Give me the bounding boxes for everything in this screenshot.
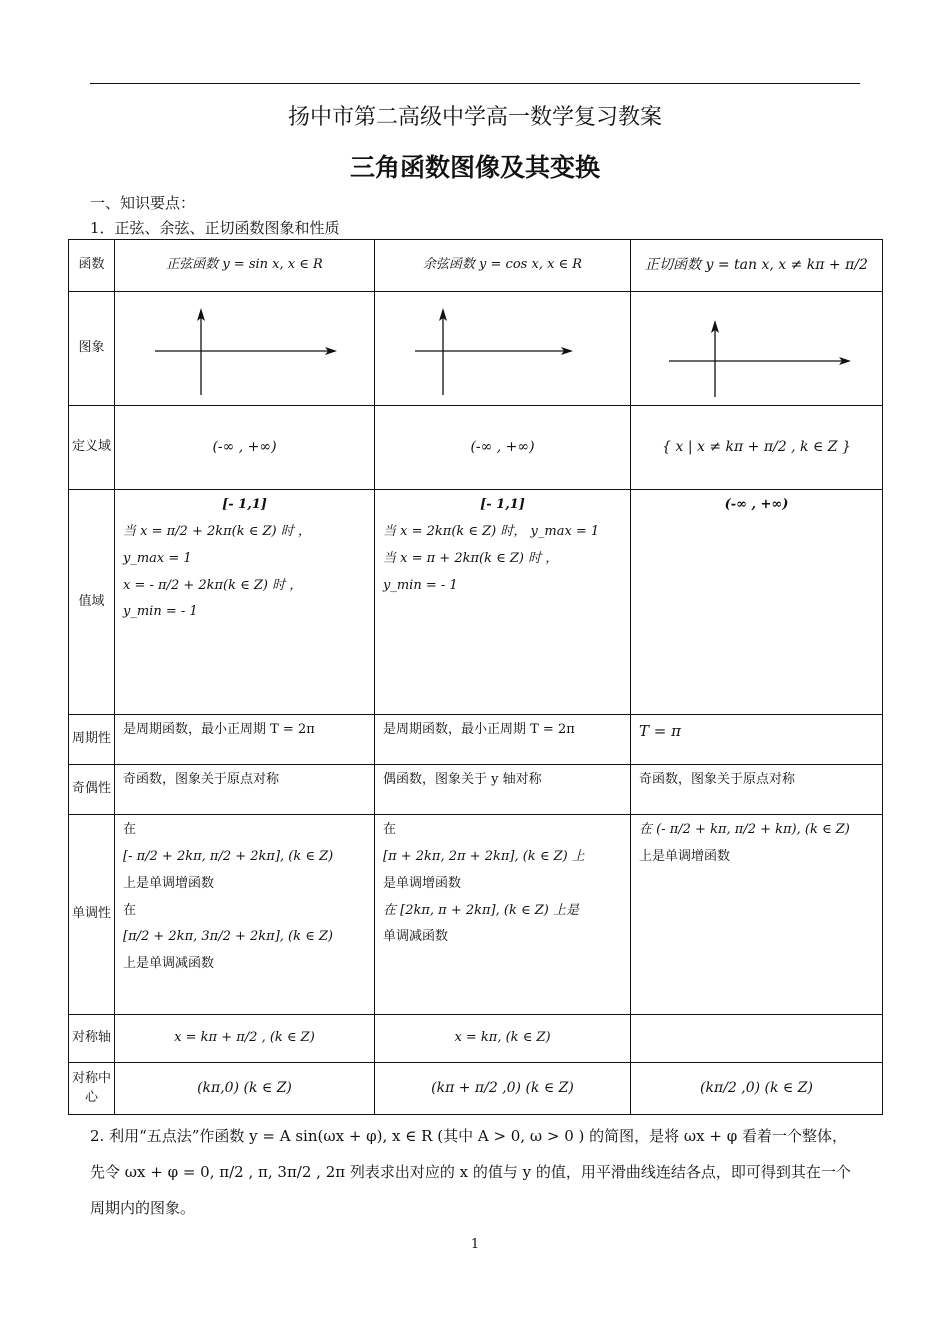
row-label-axis: 对称轴 <box>69 1015 115 1063</box>
sin-period: 是周期函数，最小正周期 T = 2π <box>115 715 375 765</box>
cos-range-max: 当 x = 2kπ(k ∈ Z) 时， y_max = 1 <box>383 523 600 539</box>
sin-range <box>115 490 375 715</box>
sin-mono-1: [- π/2 + 2kπ, π/2 + 2kπ], (k ∈ Z) <box>123 848 334 864</box>
cos-parity: 偶函数，图象关于 y 轴对称 <box>375 765 631 815</box>
header-rule <box>90 83 860 84</box>
sin-graph <box>115 292 375 406</box>
five-point-line-2: 先令 ωx + φ = 0, π/2 , π, 3π/2 , 2π 列表求出对应的 x 的值与 y 的值，用平滑曲线连结各点，即可得到其在一个 <box>90 1163 851 1181</box>
row-center <box>69 1063 883 1115</box>
cos-range-interval: [- 1,1] <box>480 497 525 512</box>
five-point-line-3: 周期内的图象。 <box>90 1199 196 1217</box>
tan-mono <box>631 815 883 1015</box>
cos-mono <box>375 815 631 1015</box>
sin-mono-3: 在 <box>123 902 137 918</box>
row-axis <box>69 1015 883 1063</box>
row-parity <box>69 765 883 815</box>
cos-range-min: y_min = - 1 <box>383 577 458 593</box>
trig-properties-table <box>68 239 883 1115</box>
row-domain <box>69 406 883 490</box>
sin-mono-2: 上是单调增函数 <box>123 875 215 891</box>
row-function <box>69 240 883 292</box>
row-label-period: 周期性 <box>69 715 115 765</box>
cos-axis: x = kπ, (k ∈ Z) <box>375 1015 631 1063</box>
sin-center: (kπ,0) (k ∈ Z) <box>115 1063 375 1115</box>
sin-axes-graphic <box>125 299 365 399</box>
row-label-range: 值域 <box>69 490 115 715</box>
tan-parity: 奇函数，图象关于原点对称 <box>631 765 883 815</box>
sin-range-max-cond: 当 x = π/2 + 2kπ(k ∈ Z) 时 ， <box>123 523 311 539</box>
sin-mono-4: [π/2 + 2kπ, 3π/2 + 2kπ], (k ∈ Z) <box>123 929 333 945</box>
row-graph <box>69 292 883 406</box>
cos-mono-1: [π + 2kπ, 2π + 2kπ], (k ∈ Z) 上 <box>383 848 585 864</box>
tan-range <box>631 490 883 715</box>
five-point-paragraph <box>90 1118 870 1226</box>
cos-axes-graphic <box>383 299 623 399</box>
sin-func: 正弦函数 y = sin x, x ∈ R <box>115 240 375 292</box>
sin-parity: 奇函数，图象关于原点对称 <box>115 765 375 815</box>
tan-axis <box>631 1015 883 1063</box>
sin-range-min-cond: x = - π/2 + 2kπ(k ∈ Z) 时 ， <box>123 577 303 593</box>
tan-axes-graphic <box>637 299 877 399</box>
cos-func: 余弦函数 y = cos x, x ∈ R <box>375 240 631 292</box>
tan-domain: { x | x ≠ kπ + π/2 , k ∈ Z } <box>631 406 883 490</box>
cos-mono-4: 单调减函数 <box>383 929 449 945</box>
row-label-center: 对称中心 <box>69 1063 115 1115</box>
sin-mono-5: 上是单调减函数 <box>123 956 215 972</box>
tan-center: (kπ/2 ,0) (k ∈ Z) <box>631 1063 883 1115</box>
school-title: 扬中市第二高级中学高一数学复习教案 <box>287 105 662 130</box>
sin-range-min: y_min = - 1 <box>123 604 198 620</box>
row-label-graph: 图象 <box>69 292 115 406</box>
tan-mono-0: 在 (- π/2 + kπ, π/2 + kπ), (k ∈ Z) <box>639 822 850 837</box>
sin-mono <box>115 815 375 1015</box>
section-subheading: 1．正弦、余弦、正切函数图象和性质 <box>90 219 340 237</box>
row-label-mono: 单调性 <box>69 815 115 1015</box>
row-label-parity: 奇偶性 <box>69 765 115 815</box>
section-heading: 一、知识要点： <box>90 194 196 212</box>
sin-range-max: y_max = 1 <box>123 550 192 566</box>
row-monotonic <box>69 815 883 1015</box>
sin-range-interval: [- 1,1] <box>222 497 267 512</box>
cos-mono-3: 在 [2kπ, π + 2kπ], (k ∈ Z) 上是 <box>383 902 579 918</box>
cos-center: (kπ + π/2 ,0) (k ∈ Z) <box>375 1063 631 1115</box>
tan-period: T = π <box>631 715 883 765</box>
sin-mono-0: 在 <box>123 822 137 837</box>
cos-mono-0: 在 <box>383 822 397 837</box>
cos-graph <box>375 292 631 406</box>
cos-period: 是周期函数，最小正周期 T = 2π <box>375 715 631 765</box>
row-label-func: 函数 <box>69 240 115 292</box>
cos-domain: (-∞ , +∞) <box>375 406 631 490</box>
cos-mono-2: 是单调增函数 <box>383 875 462 891</box>
page-number: 1 <box>470 1237 480 1252</box>
row-period <box>69 715 883 765</box>
five-point-line-1: 2. 利用“五点法”作函数 y = A sin(ωx + φ), x ∈ R (其中 A > 0, ω > 0 ) 的简图，是将 ωx + φ 看着一个整体， <box>90 1127 847 1145</box>
tan-func: 正切函数 y = tan x, x ≠ kπ + π/2 <box>631 240 883 292</box>
cos-range <box>375 490 631 715</box>
page-title: 三角函数图像及其变换 <box>349 153 600 182</box>
tan-graph <box>631 292 883 406</box>
tan-range-interval: (-∞ , +∞) <box>724 497 789 512</box>
sin-domain: (-∞ , +∞) <box>115 406 375 490</box>
cos-range-min-cond: 当 x = π + 2kπ(k ∈ Z) 时 ， <box>383 550 559 566</box>
row-label-domain: 定义域 <box>69 406 115 490</box>
row-range <box>69 490 883 715</box>
sin-axis: x = kπ + π/2 , (k ∈ Z) <box>115 1015 375 1063</box>
tan-mono-1: 上是单调增函数 <box>639 848 731 864</box>
